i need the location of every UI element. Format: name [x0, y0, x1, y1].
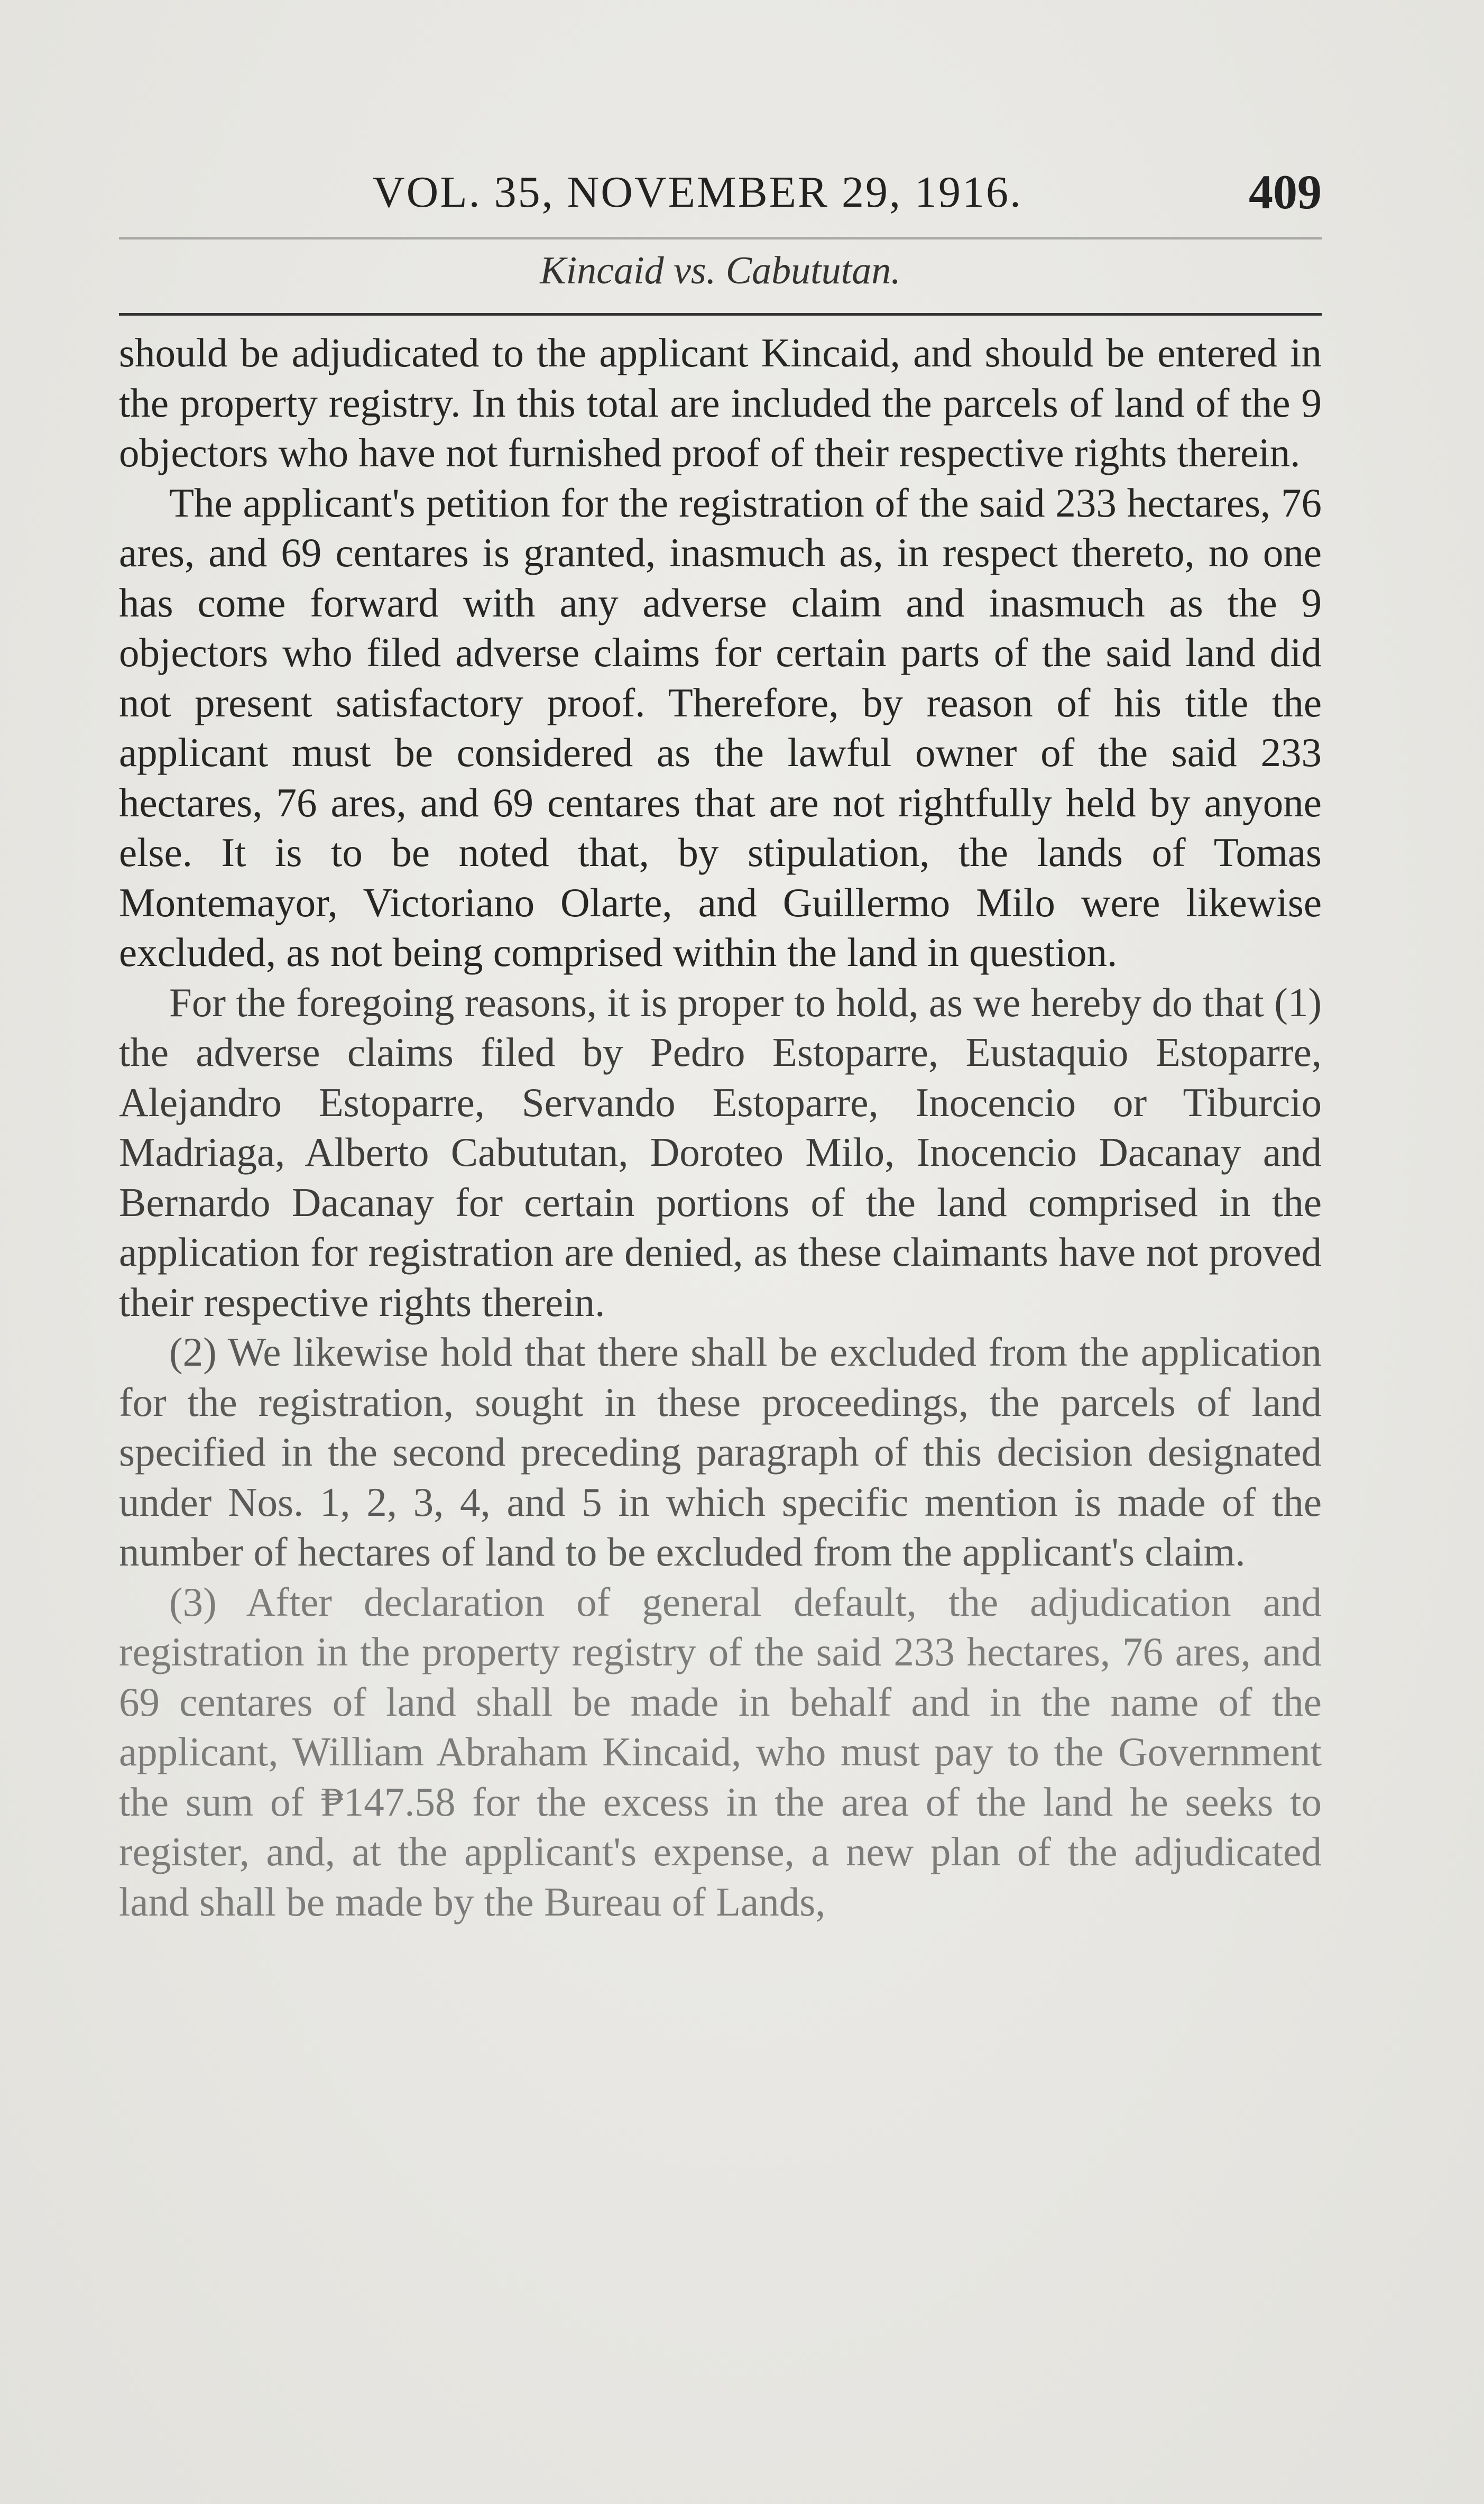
paragraph-holding-2: (2) We likewise hold that there shall be excluded from the application for the registration, sought in these proceedings, the parcels of land specified in the second preceding paragraph of this decision designated under Nos. 1, 2, 3, 4, and 5 in which specific mention is made of the number of hectares of land to be excluded from the applicant's claim. — [119, 1329, 1322, 1575]
page-number: 409 — [1249, 165, 1322, 219]
page-header — [119, 159, 1322, 233]
paragraph-holding-3: (3) After declaration of general default, the adjudication and registration in the property registry of the said 233 hectares, 76 ares, and 69 centares of land shall be made in behalf and in the name of the applicant, William Abraham Kincaid, who must pay to the Government the sum of ₱147.58 for the excess in the area of the land he seeks to register, and, at the applicant's expense, a new plan of the adjudicated land shall be made by the Bureau of Lands, — [119, 1579, 1322, 1925]
paragraph-continuation: should be adjudicated to the applicant Kincaid, and should be entered in the property registry. In this total are included the parcels of land of the 9 objectors who have not furnished proof of their respective rights therein. — [119, 330, 1322, 475]
paragraph-holding-1: For the foregoing reasons, it is proper to hold, as we hereby do that (1) the adverse claims filed by Pedro Estoparre, Eustaquio Estoparre, Alejandro Estoparre, Servando Estoparre, Inocencio or Tiburcio Madriaga, Alberto Cabututan, Doroteo Milo, Inocencio Dacanay and Bernardo Dacanay for certain portions of the land comprised in the application for registration are denied, as these claimants have not proved their respective rights therein. — [119, 979, 1322, 1325]
case-title: Kincaid vs. Cabututan. — [540, 249, 901, 292]
body-text — [119, 328, 1322, 1927]
header-rule-top — [119, 237, 1322, 240]
paragraph-petition-granted: The applicant's petition for the registration of the said 233 hectares, 76 ares, and 69 centares is granted, inasmuch as, in respect thereto, no one has come forward with any adverse claim and inasmuch as the 9 objectors who filed adverse claims for certain parts of the said land did not present satisfactory proof. Therefore, by reason of his title the applicant must be considered as the lawful owner of the said 233 hectares, 76 ares, and 69 centares that are not rightfully held by anyone else. It is to be noted that, by stipulation, the lands of Tomas Montemayor, Victoriano Olarte, and Guillermo Milo were likewise excluded, as not being comprised within the land in question. — [119, 480, 1322, 975]
running-head: VOL. 35, NOVEMBER 29, 1916. — [373, 168, 1022, 217]
header-rule-bottom — [119, 313, 1322, 316]
